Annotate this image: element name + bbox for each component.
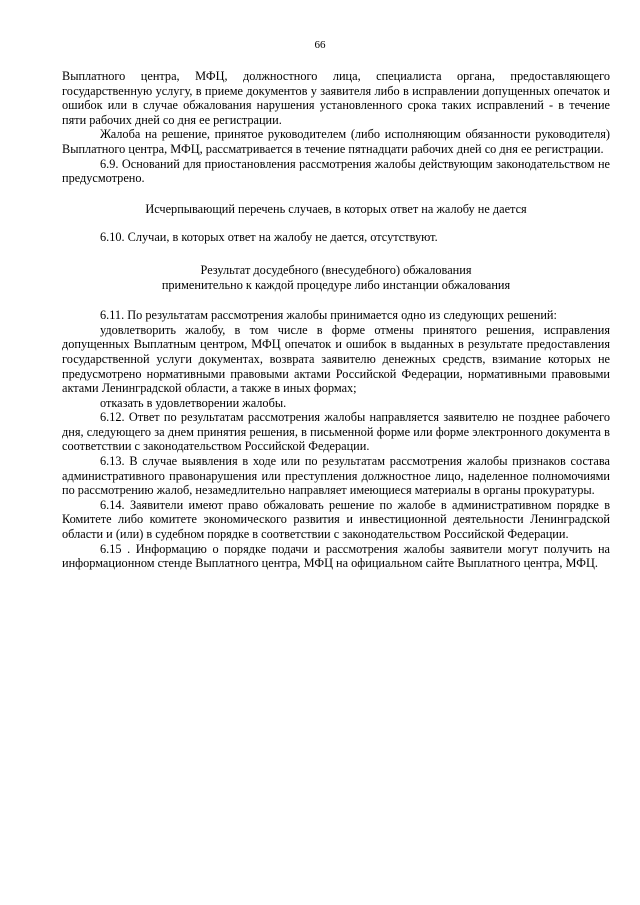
paragraph-6-9: 6.9. Оснований для приостановления рассмотрения жалобы действующим законодательством не предусмотрено. [62,156,610,186]
paragraph-6-13: 6.13. В случае выявления в ходе или по результатам рассмотрения жалобы признаков состава административного правонарушения или преступления должностное лицо, наделенное полномочиями по рассмотрению жалоб, незамедлительно направляет имеющиеся материалы в органы прокуратуры. [62,454,610,498]
paragraph-satisfy-complaint: удовлетворить жалобу, в том числе в форме отмены принятого решения, исправления допущенных Выплатным центром, МФЦ опечаток и ошибок в выданных в результате предоставления государственной услуги документах, возврата заявителю денежных средств, взимание которых не предусмотрено нормативными правовыми актами Российской Федерации, нормативными правовыми актами Ленинградской области, а также в иных формах; [62,322,610,396]
document-body [62,69,610,571]
paragraph-refuse-complaint: отказать в удовлетворении жалобы. [100,395,287,410]
section-heading-appeal-result-line2: применительно к каждой процедуре либо инстанции обжалования [161,277,511,292]
paragraph-complaint-on-decision: Жалоба на решение, принятое руководителем (либо исполняющим обязанности руководителя) Выплатного центра, МФЦ, рассматривается в течение пятнадцати рабочих дней со дня ее регистрации. [62,127,610,156]
paragraph-6-12: 6.12. Ответ по результатам рассмотрения жалобы направляется заявителю не позднее рабочего дня, следующего за днем принятия решения, в письменной форме или форме электронного документа в соответствии с законодательством Российской Федерации. [62,410,610,454]
section-heading-no-answer-cases: Исчерпывающий перечень случаев, в которых ответ на жалобу не дается [145,201,527,216]
paragraph-6-11: 6.11. По результатам рассмотрения жалобы принимается одно из следующих решений: [100,308,557,323]
page-number: 66 [314,39,326,51]
paragraph-complaint-timeline: Выплатного центра, МФЦ, должностного лица, специалиста органа, предоставляющего государственную услугу, в приеме документов у заявителя либо в исправлении допущенных опечаток и ошибок или в случае обжалования нарушения установленного срока таких исправлений - в течение пяти рабочих дней со дня ее регистрации. [62,69,610,127]
section-heading-appeal-result-line1: Результат досудебного (внесудебного) обжалования [200,262,472,277]
paragraph-6-15: 6.15 . Информацию о порядке подачи и рассмотрения жалобы заявители могут получить на информационном стенде Выплатного центра, МФЦ на официальном сайте Выплатного центра, МФЦ. [62,541,610,571]
paragraph-6-10: 6.10. Случаи, в которых ответ на жалобу не дается, отсутствуют. [100,230,438,245]
paragraph-6-14: 6.14. Заявители имеют право обжаловать решение по жалобе в административном порядке в Комитете либо комитете экономического развития и инвестиционной деятельности Ленинградской области и (или) в судебном порядке в соответствии с законодательством Российской Федерации. [62,497,610,542]
